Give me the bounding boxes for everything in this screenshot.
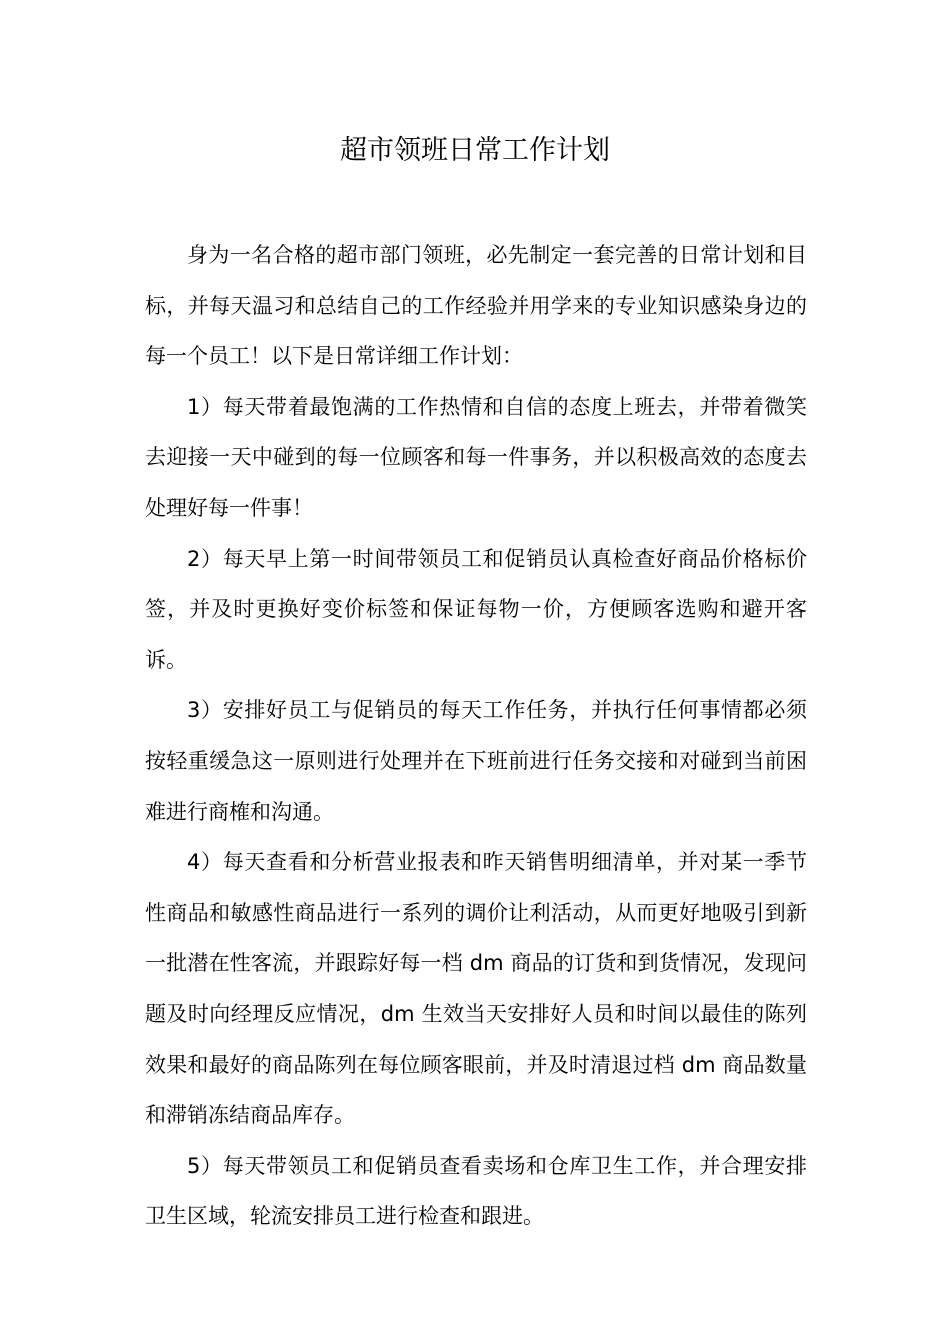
- paragraph-intro: 身为一名合格的超市部门领班，必先制定一套完善的日常计划和目标，并每天温习和总结自己的工作经验并用学来的专业知识感染身边的每一个员工！以下是日常详细工作计划：: [145, 243, 807, 369]
- document-title: 超市领班日常工作计划: [340, 135, 610, 166]
- paragraph-item-1: 1）每天带着最饱满的工作热情和自信的态度上班去，并带着微笑去迎接一天中碰到的每一位顾客和每一件事务，并以积极高效的态度去处理好每一件事！: [145, 394, 807, 520]
- document-body: [145, 230, 807, 1242]
- paragraph-item-4: 4）每天查看和分析营业报表和昨天销售明细清单，并对某一季节性商品和敏感性商品进行一系列的调价让利活动，从而更好地吸引到新一批潜在性客流，并跟踪好每一档 dm 商品的订货和到货情况，发现问题及时向经理反应情况，dm 生效当天安排好人员和时间以最佳的陈列效果和最好的商品陈列在每位顾客眼前，并及时清退过档 dm 商品数量和滞销冻结商品库存。: [145, 850, 807, 1128]
- paragraph-item-5: 5）每天带领员工和促销员查看卖场和仓库卫生工作，并合理安排卫生区域，轮流安排员工进行检查和跟进。: [145, 1153, 807, 1229]
- paragraph-item-3: 3）安排好员工与促销员的每天工作任务，并执行任何事情都必须按轻重缓急这一原则进行处理并在下班前进行任务交接和对碰到当前困难进行商榷和沟通。: [145, 698, 807, 824]
- paragraph-item-2: 2）每天早上第一时间带领员工和促销员认真检查好商品价格标价签，并及时更换好变价标签和保证每物一价，方便顾客选购和避开客诉。: [145, 546, 807, 672]
